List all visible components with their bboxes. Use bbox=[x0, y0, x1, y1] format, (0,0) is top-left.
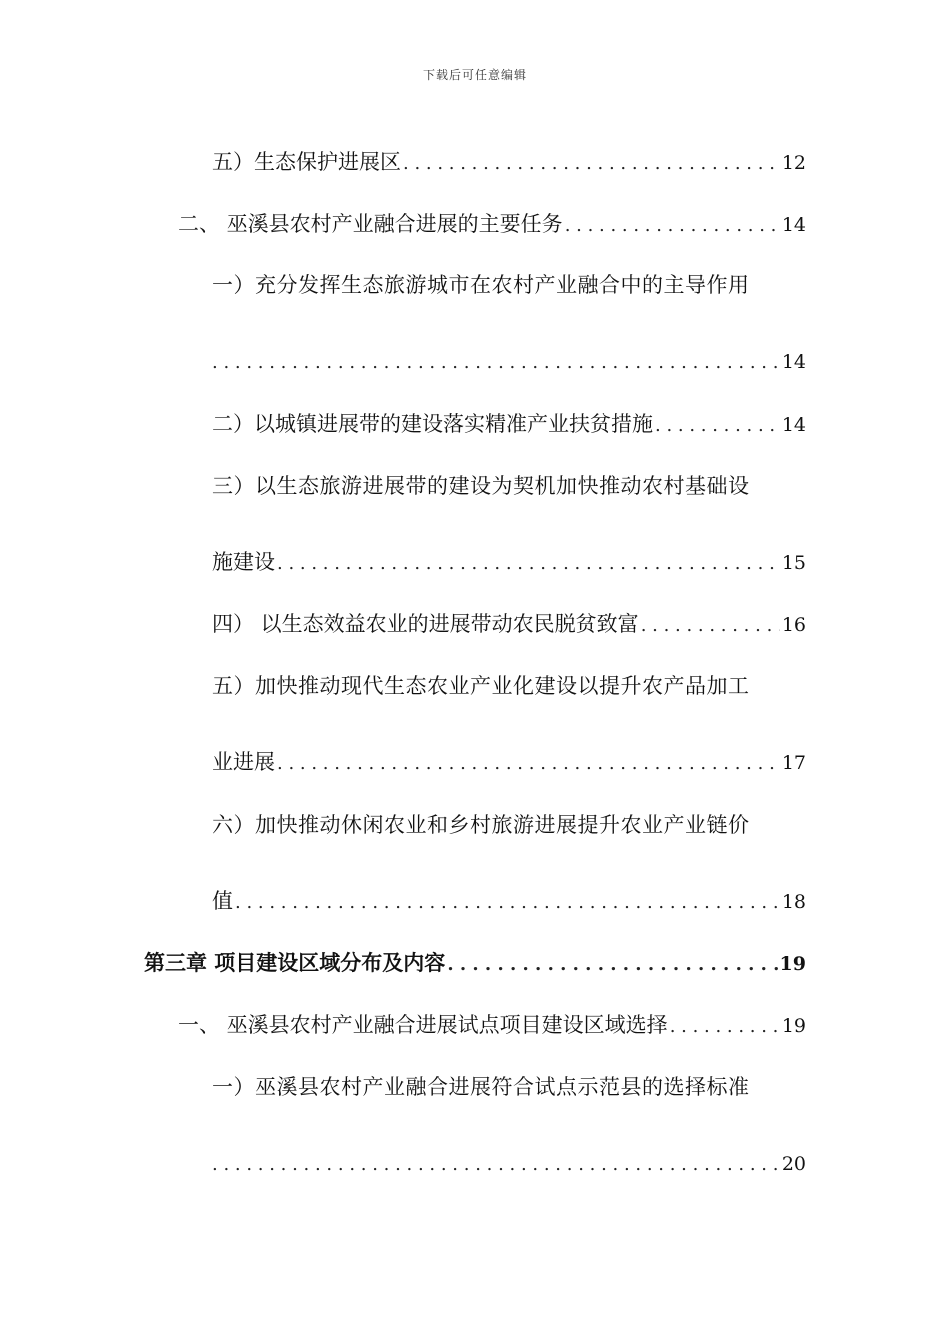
toc-entry-label: 一、 巫溪县农村产业融合进展试点项目建设区域选择 bbox=[178, 1013, 668, 1037]
toc-entry-label: 施建设 bbox=[212, 550, 275, 574]
toc-page-number: 14 bbox=[781, 351, 806, 373]
toc-entry[interactable] bbox=[212, 410, 806, 438]
toc-leader-dots bbox=[670, 1013, 780, 1041]
toc-leader-dots bbox=[212, 349, 780, 377]
toc-page-number: 19 bbox=[781, 1015, 806, 1037]
toc-entry-label: 三）以生态旅游进展带的建设为契机加快推动农村基础设 bbox=[212, 474, 750, 498]
toc-entry[interactable] bbox=[212, 672, 812, 700]
toc-leader-dots bbox=[565, 212, 780, 240]
toc-leader-dots bbox=[641, 612, 780, 640]
toc-page-number: 20 bbox=[781, 1153, 806, 1175]
toc-entry[interactable] bbox=[212, 1073, 812, 1101]
toc-entry-continuation[interactable] bbox=[212, 748, 806, 776]
toc-entry[interactable] bbox=[212, 610, 806, 638]
toc-entry-label: 一）充分发挥生态旅游城市在农村产业融合中的主导作用 bbox=[212, 273, 750, 297]
page-header: 下载后可任意编辑 bbox=[422, 68, 527, 82]
toc-entry[interactable] bbox=[212, 472, 812, 500]
toc-entry-label: 六）加快推动休闲农业和乡村旅游进展提升农业产业链价 bbox=[212, 813, 750, 837]
toc-page-number: 17 bbox=[781, 752, 806, 774]
toc-page-number: 16 bbox=[781, 614, 806, 636]
toc-leader-dots bbox=[655, 412, 780, 440]
toc-page-number: 18 bbox=[781, 891, 806, 913]
toc-entry-continuation[interactable] bbox=[212, 1150, 806, 1178]
toc-entry-label: 二、 巫溪县农村产业融合进展的主要任务 bbox=[178, 212, 563, 236]
toc-entry[interactable] bbox=[212, 271, 812, 299]
toc-entry-label: 二）以城镇进展带的建设落实精准产业扶贫措施 bbox=[212, 412, 653, 436]
toc-entry-label: 四） 以生态效益农业的进展带动农民脱贫致富 bbox=[212, 612, 639, 636]
toc-entry-label: 第三章 项目建设区域分布及内容 bbox=[144, 951, 446, 975]
toc-leader-dots bbox=[277, 750, 780, 778]
toc-entry-label: 一）巫溪县农村产业融合进展符合试点示范县的选择标准 bbox=[212, 1075, 750, 1099]
toc-entry-label: 业进展 bbox=[212, 750, 275, 774]
toc-entry-continuation[interactable] bbox=[212, 348, 806, 376]
toc-entry-label: 五）加快推动现代生态农业产业化建设以提升农产品加工 bbox=[212, 674, 750, 698]
toc-leader-dots bbox=[447, 951, 777, 979]
toc-entry-label: 五）生态保护进展区 bbox=[212, 150, 401, 174]
toc-leader-dots bbox=[403, 150, 780, 178]
toc-leader-dots bbox=[212, 1151, 780, 1179]
toc-entry-continuation[interactable] bbox=[212, 887, 806, 915]
toc-entry-label: 值 bbox=[212, 889, 233, 913]
toc-entry[interactable] bbox=[178, 1011, 806, 1039]
toc-page-number: 12 bbox=[781, 152, 806, 174]
toc-page-number: 14 bbox=[781, 414, 806, 436]
toc-entry-continuation[interactable] bbox=[212, 548, 806, 576]
toc-page-number: 14 bbox=[781, 214, 806, 236]
toc-entry[interactable] bbox=[178, 210, 806, 238]
toc-entry[interactable] bbox=[212, 148, 806, 176]
toc-chapter-entry[interactable] bbox=[144, 949, 806, 977]
toc-entry[interactable] bbox=[212, 811, 812, 839]
toc-page-number: 15 bbox=[781, 552, 806, 574]
toc-page-number: 19 bbox=[779, 953, 806, 975]
toc-leader-dots bbox=[277, 550, 780, 578]
toc-leader-dots bbox=[235, 889, 780, 917]
